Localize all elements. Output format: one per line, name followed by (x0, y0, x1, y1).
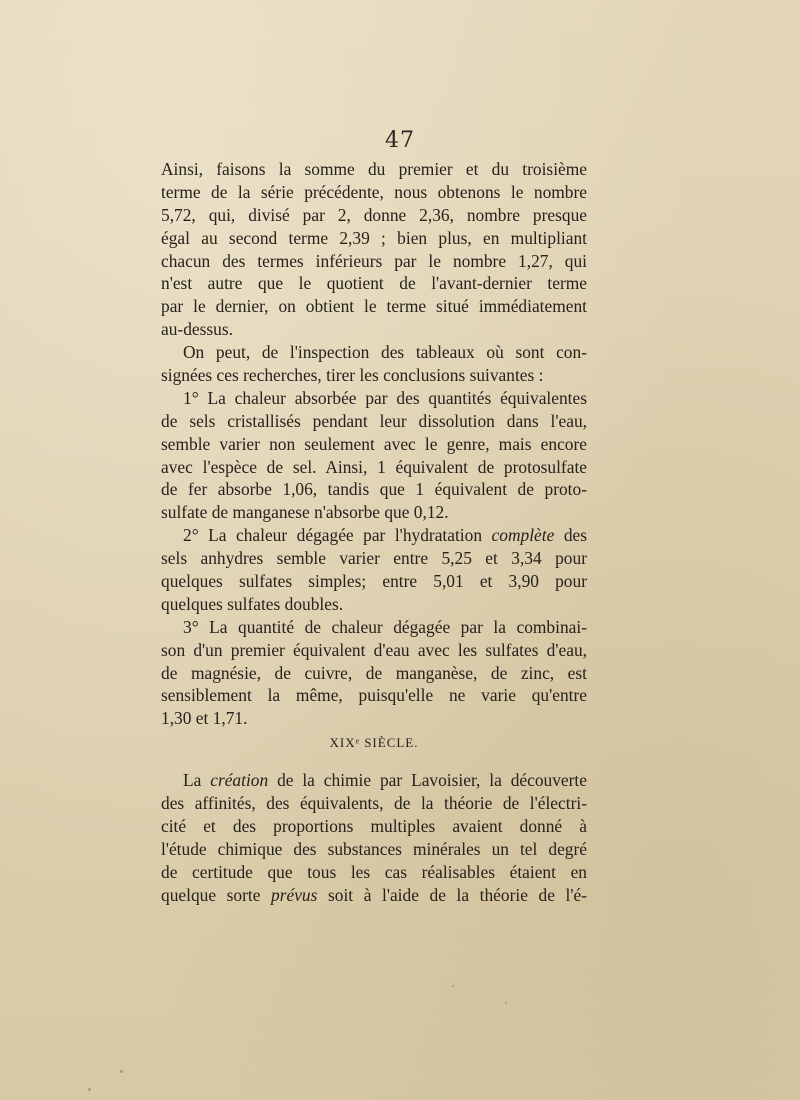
text-line: 5,72, qui, divisé par 2, donne 2,36, nombre presque (161, 204, 587, 225)
text-line: 1,30 et 1,71. (161, 708, 248, 729)
text-line: chacun des termes inférieurs par le nombre 1,27, qui (161, 250, 587, 271)
text-line: avec l'espèce de sel. Ainsi, 1 équivalent de protosulfate (161, 456, 587, 477)
text-line: n'est autre que le quotient de l'avant-dernier terme (161, 273, 587, 294)
text-line: de certitude que tous les cas réalisables étaient en (161, 861, 587, 882)
text-line: signées ces recherches, tirer les conclusions suivantes : (161, 365, 544, 386)
text-run: de la chimie par Lavoisier, la découverte (268, 770, 587, 791)
paper-speck (505, 1002, 507, 1004)
text-run: La (183, 770, 211, 791)
text-run: soit à l'aide de la théorie de l'é- (317, 884, 587, 905)
page-number: 47 (385, 128, 415, 153)
text-line: de fer absorbe 1,06, tandis que 1 équivalent de proto- (161, 479, 587, 500)
text-run: des (554, 525, 587, 546)
text-run: quelque sorte (161, 884, 272, 905)
italic-word: prévus (271, 884, 318, 905)
text-line: semble varier non seulement avec le genre, mais encore (161, 433, 587, 454)
text-line: son d'un premier équivalent d'eau avec les sulfates d'eau, (161, 639, 587, 660)
paper-speck (452, 985, 454, 987)
body-text (161, 158, 587, 907)
text-line: cité et des proportions multiples avaient donné à (161, 815, 587, 836)
text-line: 1° La chaleur absorbée par des quantités équivalentes (183, 387, 587, 408)
heading-spacer (161, 753, 587, 769)
text-line: quelques sulfates doubles. (161, 593, 344, 614)
section-heading: XIXᵉ SIÈCLE. (329, 735, 419, 751)
text-line: par le dernier, on obtient le terme situé immédiatement (161, 296, 587, 317)
text-line (161, 524, 587, 547)
text-line: terme de la série précédente, nous obtenons le nombre (161, 181, 587, 202)
text-line: de sels cristallisés pendant leur dissolution dans l'eau, (161, 410, 587, 431)
text-line: 3° La quantité de chaleur dégagée par la combinai- (183, 616, 587, 637)
text-line: On peut, de l'inspection des tableaux où sont con- (183, 342, 587, 363)
text-line: des affinités, des équivalents, de la théorie de l'électri- (161, 793, 587, 814)
paper-speck (88, 1088, 91, 1091)
text-line: Ainsi, faisons la somme du premier et du troisième (161, 159, 587, 179)
text-line: au-dessus. (161, 319, 233, 340)
text-line: égal au second terme 2,39 ; bien plus, en multipliant (161, 227, 587, 248)
text-line: l'étude chimique des substances minérales un tel degré (161, 838, 587, 859)
text-line: sulfate de manganese n'absorbe que 0,12. (161, 502, 449, 523)
italic-word: création (210, 770, 269, 791)
text-line: sels anhydres semble varier entre 5,25 et 3,34 pour (161, 548, 587, 569)
text-run: 2° La chaleur dégagée par l'hydratation (183, 525, 492, 546)
italic-word: complète (491, 525, 555, 546)
text-line: quelques sulfates simples; entre 5,01 et 3,90 pour (161, 571, 587, 592)
paper-speck (120, 1070, 123, 1073)
text-line: sensiblement la même, puisqu'elle ne varie qu'entre (161, 685, 587, 706)
text-line (161, 769, 587, 792)
text-line (161, 884, 587, 907)
text-line: de magnésie, de cuivre, de manganèse, de zinc, est (161, 662, 587, 683)
